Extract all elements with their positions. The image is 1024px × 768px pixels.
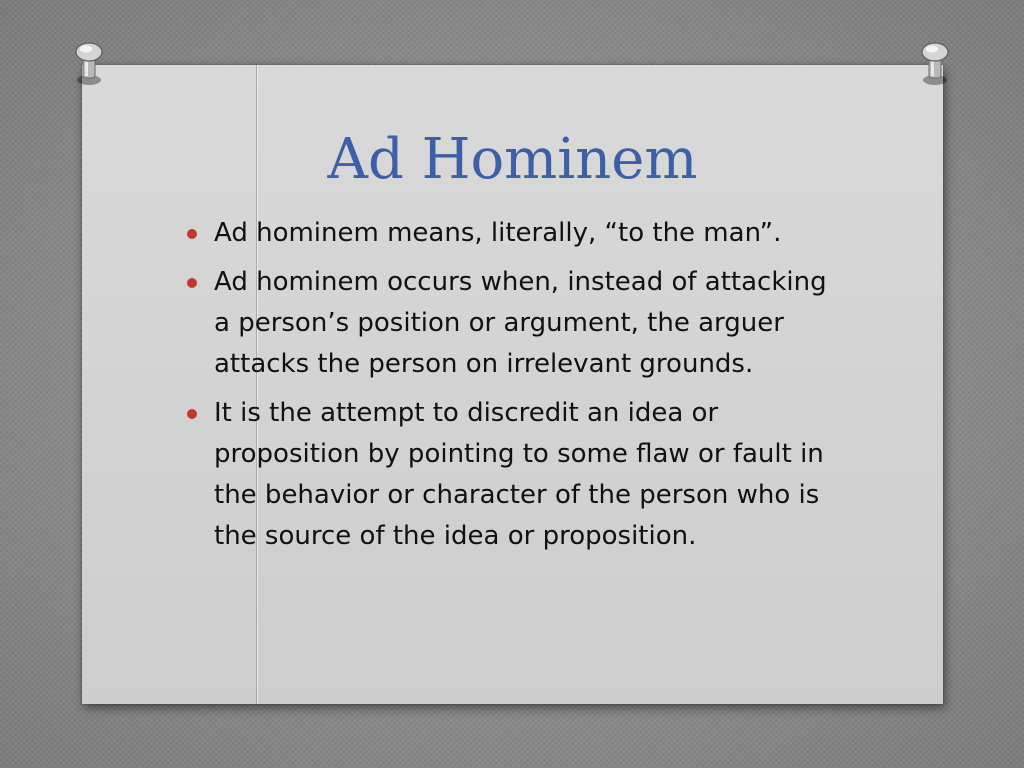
bullet-marker bbox=[187, 409, 197, 419]
bullet-marker bbox=[187, 278, 197, 288]
bullet-text: It is the attempt to discredit an idea or proposition by pointing to some flaw or fault in the behavior or character of the person who is the source of the idea or proposition. bbox=[214, 398, 824, 551]
bullet-list bbox=[186, 213, 846, 565]
pushpin-icon bbox=[918, 40, 952, 86]
bullet-item bbox=[186, 393, 846, 557]
bullet-text: Ad hominem occurs when, instead of attacking a person’s position or argument, the arguer attacks the person on irrelevant grounds. bbox=[214, 267, 827, 379]
bullet-item bbox=[186, 213, 846, 254]
slide-title: Ad Hominem bbox=[327, 127, 698, 192]
pushpin-icon bbox=[72, 40, 106, 86]
bullet-text: Ad hominem means, literally, “to the man”. bbox=[214, 218, 782, 248]
bullet-item bbox=[186, 262, 846, 385]
bullet-marker bbox=[187, 229, 197, 239]
